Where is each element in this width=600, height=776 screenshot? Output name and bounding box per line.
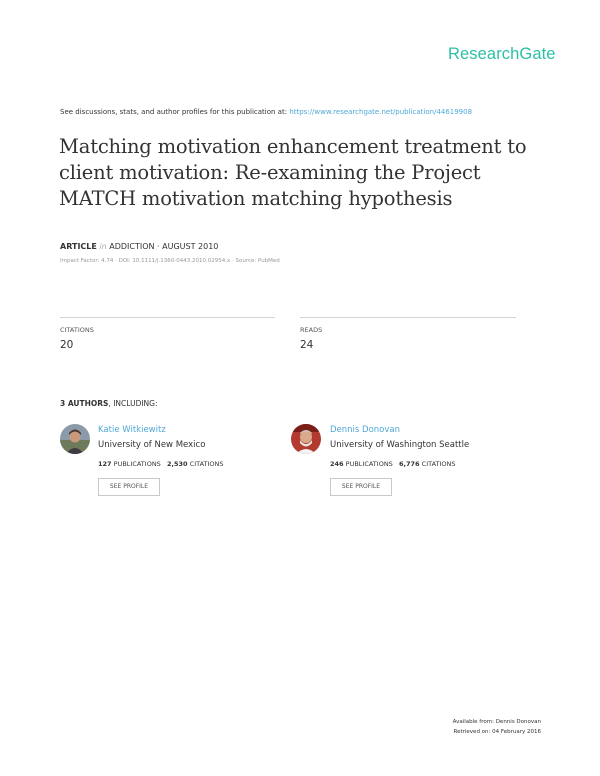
avatar[interactable]	[291, 424, 321, 454]
available-from: Available from: Dennis Donovan	[452, 719, 541, 725]
title-line-2: client motivation: Re-examining the Project	[59, 161, 481, 184]
title-line-3: MATCH motivation matching hypothesis	[59, 187, 453, 210]
author-publications-count: 246	[330, 460, 344, 468]
see-profile-button[interactable]: SEE PROFILE	[98, 478, 160, 496]
author-photo-icon	[291, 424, 321, 454]
title-line-1: Matching motivation enhancement treatment to	[59, 135, 527, 158]
author-photo-icon	[60, 424, 90, 454]
author-stats	[98, 460, 224, 468]
impact-factor-line: Impact Factor: 4.74 · DOI: 10.1111/j.1360-0443.2010.02954.x · Source: PubMed	[60, 258, 280, 264]
publication-title	[59, 134, 579, 212]
author-publications-count: 127	[98, 460, 112, 468]
author-institution: University of Washington Seattle	[330, 440, 470, 450]
discussion-line	[60, 108, 472, 116]
discussion-text: See discussions, stats, and author profiles for this publication at:	[60, 108, 288, 116]
article-in: in	[99, 242, 107, 251]
publication-url-link[interactable]: https://www.researchgate.net/publication/44619908	[289, 108, 473, 116]
author-institution: University of New Mexico	[98, 440, 206, 450]
retrieved-on: Retrieved on: 04 February 2016	[453, 729, 541, 735]
authors-heading	[60, 399, 158, 408]
author-publications-label: PUBLICATIONS	[345, 460, 393, 468]
authors-count: 3 AUTHORS	[60, 399, 109, 408]
author-publications-label: PUBLICATIONS	[113, 460, 161, 468]
article-journal: ADDICTION · AUGUST 2010	[109, 242, 219, 251]
reads-label: READS	[300, 326, 323, 334]
researchgate-logo[interactable]: ResearchGate	[448, 45, 556, 63]
reads-value: 24	[300, 339, 314, 351]
citations-label: CITATIONS	[60, 326, 94, 334]
avatar[interactable]	[60, 424, 90, 454]
author-stats	[330, 460, 456, 468]
article-type: ARTICLE	[60, 242, 97, 251]
author-citations-label: CITATIONS	[421, 460, 456, 468]
see-profile-button[interactable]: SEE PROFILE	[330, 478, 392, 496]
author-citations-count: 6,776	[399, 460, 420, 468]
author-name-link[interactable]: Katie Witkiewitz	[98, 425, 166, 435]
citations-value: 20	[60, 339, 74, 351]
citations-divider	[60, 317, 275, 318]
reads-divider	[300, 317, 516, 318]
article-meta	[60, 242, 218, 251]
author-citations-label: CITATIONS	[189, 460, 224, 468]
author-citations-count: 2,530	[167, 460, 188, 468]
author-name-link[interactable]: Dennis Donovan	[330, 425, 401, 435]
authors-including: , INCLUDING:	[108, 399, 158, 408]
